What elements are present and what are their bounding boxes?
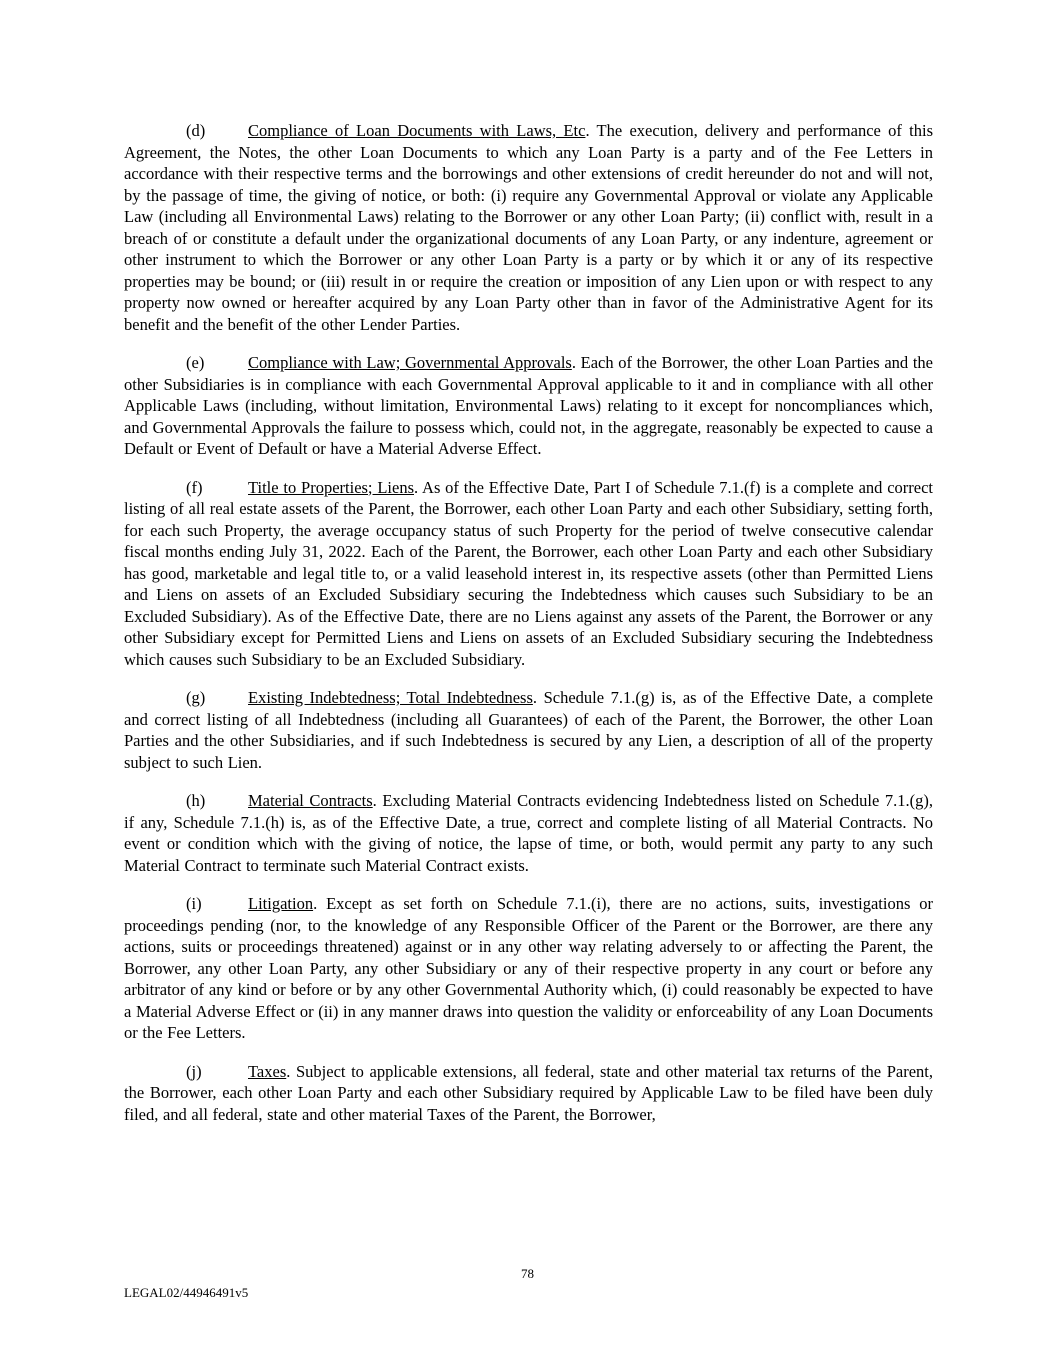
paragraph-heading: Material Contracts <box>248 791 373 810</box>
paragraph-body: . Schedule 7.1.(g) is, as of the Effective Date, a complete and correct listing of all Indebtedness (including all Guarantees) of each of the Parent, the Borrower, the other Loan Parties and the other Subsidiaries, and if such Indebtedness is secured by any Lien, a description of all of the property subject to such Lien. <box>124 688 933 772</box>
paragraph-label: (j) <box>186 1061 202 1081</box>
paragraph-heading: Title to Properties; Liens <box>248 477 414 497</box>
paragraph-body: . Each of the Borrower, the other Loan Parties and the other Subsidiaries is in compliance with each Governmental Approval applicable to it and in compliance with all other Applicable Laws (including, without limitation, Environmental Laws) relating to it except for noncompliances which, and Governmental Approvals the failure to possess which, could not, in the aggregate, reasonably be expected to cause a Default or Event of Default or have a Material Adverse Effect. <box>124 353 933 458</box>
paragraph-label: (h) <box>186 791 206 810</box>
paragraph-body: . The execution, delivery and performance of this Agreement, the Notes, the other Loan Documents to which any Loan Party is a party and of the Fee Letters in accordance with their respective terms and the borrowings and other extensions of credit hereunder do not and will not, by the passage of time, the giving of notice, or both: (i) require any Governmental Approval or violate any Applicable Law (including all Environmental Laws) relating to the Borrower or any other Loan Party; (ii) conflict with, result in a breach of or constitute a default under the organizational documents of any Loan Party, or any indenture, agreement or other instrument to which the Borrower or any other Loan Party is a party or by which it or any of its respective properties may be bound; or (iii) result in or require the creation or imposition of any Lien upon or with respect to any property now owned or hereafter acquired by any Loan Party other than in favor of the Administrative Agent for its benefit and the benefit of the other Lender Parties. <box>124 121 934 334</box>
paragraph-label: (e) <box>186 353 205 372</box>
paragraph-heading: Compliance of Loan Documents with Laws, Etc <box>248 121 586 140</box>
paragraph-label: (g) <box>186 688 206 707</box>
paragraph-label: (f) <box>186 477 203 497</box>
paragraph-label: (i) <box>186 894 202 913</box>
paragraph-j <box>124 1061 933 1126</box>
paragraph-d <box>124 120 933 335</box>
document-id-footer: LEGAL02/44946491v5 <box>124 1285 249 1300</box>
paragraph-heading: Litigation <box>248 894 314 913</box>
paragraph-body: . As of the Effective Date, Part I of Schedule 7.1.(f) is a complete and correct listing of all real estate assets of the Parent, the Borrower, each other Loan Party and each other Subsidiary, setting forth, for each such Property, the average occupancy status of such Property for the period of twelve consecutive calendar fiscal months ending July 31, 2022. Each of the Parent, the Borrower, each other Loan Party and each other Subsidiary has good, marketable and legal title to, or a valid leasehold interest in, its respective assets (other than Permitted Liens and Liens on assets of an Excluded Subsidiary securing the Indebtedness which causes such Subsidiary to be an Excluded Subsidiary). As of the Effective Date, there are no Liens against any assets of the Parent, the Borrower or any other Subsidiary except for Permitted Liens and Liens on assets of an Excluded Subsidiary securing the Indebtedness which causes such Subsidiary to be an Excluded Subsidiary. <box>124 477 933 669</box>
document-body <box>124 120 933 1125</box>
paragraph-body: . Except as set forth on Schedule 7.1.(i), there are no actions, suits, investigations or proceedings pending (nor, to the knowledge of any Responsible Officer of the Parent or the Borrower, are there any actions, suits or proceedings threatened) against or in any other way relating adversely to or affecting the Parent, the Borrower, any other Loan Party, any other Subsidiary or any of their respective property in any court or before any arbitrator of any kind or before or by any other Governmental Authority which, (i) could reasonably be expected to have a Material Adverse Effect or (ii) in any manner draws into question the validity or enforceability of any Loan Documents or the Fee Letters. <box>124 894 933 1042</box>
paragraph-label: (d) <box>186 121 206 140</box>
paragraph-heading: Taxes <box>248 1061 287 1081</box>
paragraph-h <box>124 790 933 876</box>
paragraph-heading: Existing Indebtedness; Total Indebtedness <box>248 688 533 707</box>
paragraph-body: . Subject to applicable extensions, all federal, state and other material tax returns of the Parent, the Borrower, each other Loan Party and each other Subsidiary required by Applicable Law to be filed have been duly filed, and all federal, state and other material Taxes of the Parent, the Borrower, <box>124 1061 933 1124</box>
paragraph-heading: Compliance with Law; Governmental Approvals <box>248 353 572 372</box>
paragraph-f <box>124 477 933 671</box>
page-number: 78 <box>521 1266 534 1281</box>
paragraph-i <box>124 893 933 1044</box>
paragraph-g <box>124 687 933 773</box>
paragraph-e <box>124 352 933 460</box>
paragraph-body: . Excluding Material Contracts evidencing Indebtedness listed on Schedule 7.1.(g), if any, Schedule 7.1.(h) is, as of the Effective Date, a true, correct and complete listing of all Material Contracts. No event or condition which with the giving of notice, the lapse of time, or both, would permit any party to any such Material Contract to terminate such Material Contract exists. <box>124 791 933 875</box>
